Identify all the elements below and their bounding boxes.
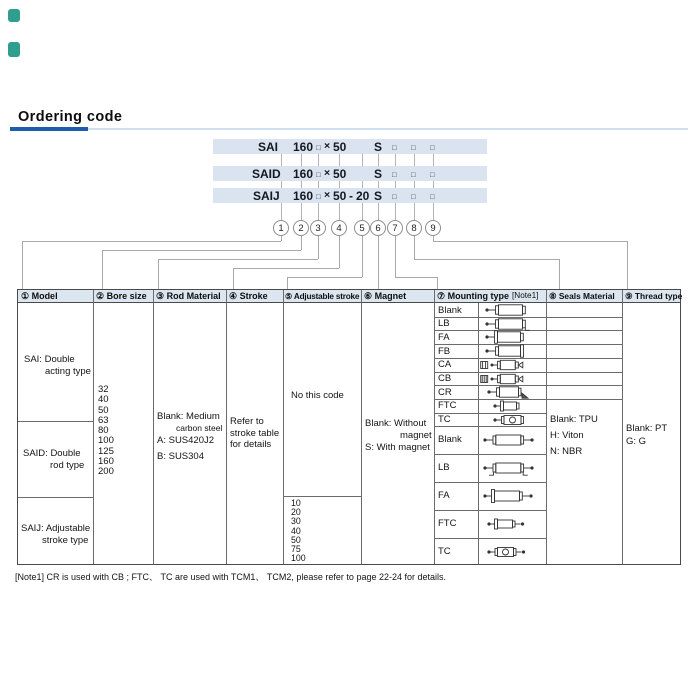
mounting-label-ftc: FTC <box>438 400 457 412</box>
row-divider <box>18 497 93 498</box>
placeholder-box: □ <box>411 192 416 201</box>
row-divider <box>434 538 546 539</box>
mounting-icon-foot-lb-double <box>482 460 538 476</box>
placeholder-box: □ <box>411 170 416 179</box>
stroke-note-line: for details <box>230 439 272 450</box>
adjustable-value: 10 <box>291 498 301 508</box>
placeholder-box: □ <box>430 143 435 152</box>
code-bar-saij <box>213 188 487 203</box>
mounting-icon-clevis-ca <box>480 358 536 372</box>
placeholder-box: □ <box>316 143 321 152</box>
model-saij-label: SAIJ: Adjustable <box>21 523 91 534</box>
times-sign: × <box>324 167 331 179</box>
header-thread: ⑨ Thread type <box>625 291 683 301</box>
order-digit-1: 1 <box>273 220 289 236</box>
placeholder-box: □ <box>316 192 321 201</box>
order-digit-9: 9 <box>425 220 441 236</box>
adjustable-value: 40 <box>291 525 301 536</box>
placeholder-box: □ <box>411 143 416 152</box>
bore-size: 125 <box>98 445 114 457</box>
page-title: Ordering code <box>18 109 123 125</box>
row-divider <box>283 496 361 497</box>
ordering-table <box>17 289 681 565</box>
bore-size: 50 <box>98 404 109 416</box>
model-saij-label2: stroke type <box>42 535 89 546</box>
mounting-label-lb-double: LB <box>438 462 450 473</box>
bore-size: 40 <box>98 394 109 406</box>
order-digit-5: 5 <box>354 220 370 236</box>
bore-size: 32 <box>98 384 109 395</box>
order-digit-4: 4 <box>331 220 347 236</box>
seals-h: H: Viton <box>550 430 584 441</box>
title-underline-light <box>88 128 688 130</box>
mounting-icon-clevis-cb <box>480 372 536 386</box>
placeholder-box: □ <box>316 170 321 179</box>
column-divider <box>93 290 94 564</box>
header-seals: ⑧ Seals Material <box>549 291 615 301</box>
bore-size: 100 <box>98 435 114 447</box>
code-stroke: 50 <box>333 189 347 203</box>
mounting-label-lb: LB <box>438 318 450 330</box>
connector-line <box>433 241 628 289</box>
model-said-label: SAID: Double <box>23 448 81 459</box>
order-digit-3: 3 <box>310 220 326 236</box>
header-model: ① Model <box>21 291 58 301</box>
mounting-label-tc: TC <box>438 414 451 426</box>
adjustable-value: 30 <box>291 516 301 527</box>
code-magnet: S <box>374 189 383 203</box>
connector-line <box>281 236 282 241</box>
header-mounting: ⑦ Mounting type <box>437 291 510 301</box>
mounting-icon-foot-lb <box>484 317 536 331</box>
seals-blank: Blank: TPU <box>550 414 598 425</box>
thread-blank: Blank: PT <box>626 423 668 434</box>
header-adjustable: ⑤ Adjustable stroke <box>285 292 360 301</box>
magnet-s: S: With magnet <box>365 442 430 453</box>
connector-line <box>378 236 379 289</box>
title-underline-dark <box>10 127 88 131</box>
stroke-note-line: Refer to <box>230 416 264 427</box>
bore-size: 63 <box>98 414 109 426</box>
order-digit-8: 8 <box>406 220 422 236</box>
row-divider <box>18 421 93 422</box>
model-sai-label2: acting type <box>45 366 91 377</box>
connector-line <box>287 277 362 289</box>
model-sai-label: SAI: Double <box>24 354 75 365</box>
code-magnet: S <box>374 167 383 181</box>
rod-material-blank2: carbon steel <box>176 423 223 433</box>
code-stroke: 50 <box>333 140 347 154</box>
row-divider <box>434 510 546 511</box>
thread-g: G: G <box>626 436 647 447</box>
header-mounting-note: [Note1] <box>512 291 539 300</box>
code-stroke: 50 <box>333 167 347 181</box>
code-bar-said <box>213 166 487 181</box>
mounting-icon-flange-fa <box>484 330 536 344</box>
model-said-label2: rod type <box>50 460 85 471</box>
code-bore: 160 <box>293 167 314 181</box>
row-divider <box>434 454 546 455</box>
adjustable-value: 100 <box>291 553 306 564</box>
bore-size: 160 <box>98 456 114 468</box>
order-digit-6: 6 <box>370 220 386 236</box>
corner-mark-icon <box>8 42 20 57</box>
code-adjustable: 20 <box>356 189 370 203</box>
mounting-label-cr: CR <box>438 386 452 398</box>
bore-size: 200 <box>98 466 114 478</box>
placeholder-box: □ <box>392 192 397 201</box>
code-bar-sai <box>213 139 487 154</box>
mounting-icon-ftc <box>492 399 532 413</box>
mounting-label-ca: CA <box>438 359 452 371</box>
mounting-icon-trunnion-cr <box>486 385 538 399</box>
adjustable-value: 75 <box>291 544 301 555</box>
mounting-icon-flange-fb <box>484 344 536 358</box>
corner-mark-icon <box>8 9 20 22</box>
code-bore: 160 <box>293 140 314 154</box>
footnote: [Note1] CR is used with CB ; FTC、 TC are used with TCM1、 TCM2, please refer to page 22-24 for details. <box>15 572 446 582</box>
code-magnet: S <box>374 140 383 154</box>
adjustable-value: 20 <box>291 507 301 518</box>
column-divider <box>153 290 154 564</box>
dash-sign: - <box>349 189 353 203</box>
mounting-label-fa-double: FA <box>438 490 450 501</box>
code-model: SAIJ <box>253 189 280 203</box>
adjustable-value: 50 <box>291 534 301 545</box>
mounting-icon-flange-fa-double <box>482 488 538 504</box>
magnet-blank: Blank: Without <box>365 418 427 429</box>
column-divider <box>622 290 623 564</box>
column-divider <box>283 290 284 564</box>
stroke-note <box>230 416 279 451</box>
code-model: SAID <box>252 167 281 181</box>
adjustable-none: No this code <box>291 390 344 401</box>
mounting-label-ftc-double: FTC <box>438 518 457 529</box>
header-magnet: ⑥ Magnet <box>364 291 407 301</box>
column-divider <box>361 290 362 564</box>
header-bore: ② Bore size <box>96 291 147 301</box>
connector-line <box>339 236 340 268</box>
mounting-label-tc-double: TC <box>438 546 451 557</box>
code-model: SAI <box>258 140 279 154</box>
row-divider <box>434 482 546 483</box>
connector-line <box>301 236 302 250</box>
table-header-row <box>18 290 683 303</box>
column-divider <box>226 290 227 564</box>
connector-line <box>395 236 396 277</box>
mounting-icon-tc-double <box>486 544 530 560</box>
rod-material-b: B: SUS304 <box>157 451 204 462</box>
adjustable-list <box>291 499 306 563</box>
order-digit-7: 7 <box>387 220 403 236</box>
times-sign: × <box>324 189 331 201</box>
mounting-subcolumn-divider <box>478 303 479 564</box>
seals-n: N: NBR <box>550 446 583 457</box>
connector-line <box>414 236 415 259</box>
mounting-icon-basic-double <box>482 432 538 448</box>
stroke-note-line: stroke table <box>230 427 280 439</box>
bore-size-list <box>98 385 114 478</box>
magnet-blank2: magnet <box>400 430 432 441</box>
bore-size: 80 <box>98 425 109 437</box>
mounting-label-fb: FB <box>438 345 451 357</box>
connector-line <box>318 236 319 259</box>
code-bore: 160 <box>293 189 314 203</box>
mounting-icon-tc <box>492 413 532 427</box>
mounting-label-blank: Blank <box>438 304 462 316</box>
placeholder-box: □ <box>392 170 397 179</box>
header-rod: ③ Rod Material <box>156 291 221 301</box>
mounting-label-blank-double: Blank <box>438 434 462 445</box>
times-sign: × <box>324 140 331 152</box>
mounting-label-fa: FA <box>438 331 450 343</box>
rod-material-a: A: SUS420J2 <box>157 435 215 446</box>
header-stroke: ④ Stroke <box>229 291 268 301</box>
mounting-icon-ftc-double <box>486 516 530 532</box>
rod-material-blank: Blank: Medium <box>157 411 220 422</box>
placeholder-box: □ <box>430 192 435 201</box>
connector-line <box>362 236 363 277</box>
order-digit-2: 2 <box>293 220 309 236</box>
placeholder-box: □ <box>430 170 435 179</box>
mounting-icon-basic <box>484 303 536 317</box>
mounting-label-cb: CB <box>438 373 452 384</box>
placeholder-box: □ <box>392 143 397 152</box>
